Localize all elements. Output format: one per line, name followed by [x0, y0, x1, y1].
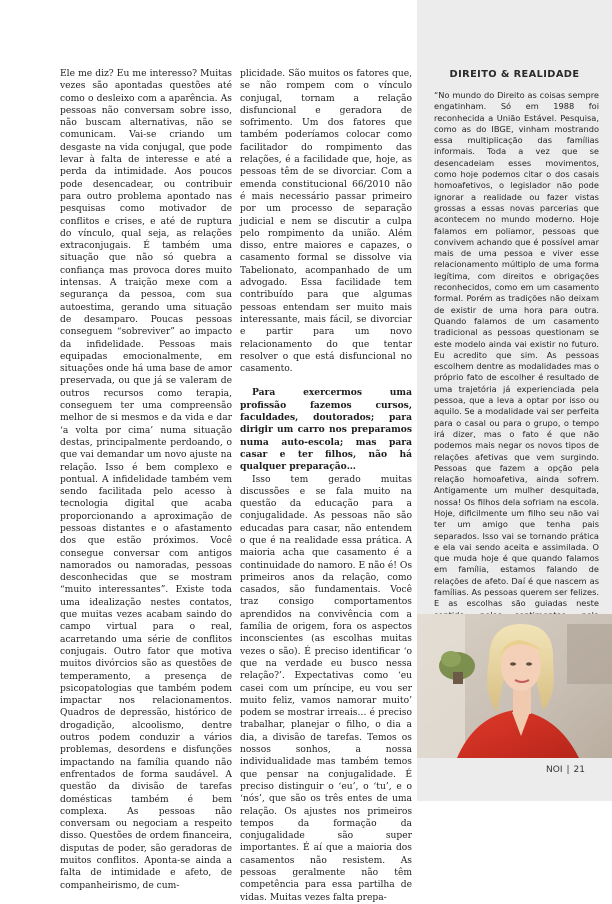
page-number: 21 — [573, 765, 585, 775]
left-column-paragraph: Ele me diz? Eu me interesso? Muitas vezes são apontadas questões até como o desleixo com a aparência. As pessoas não conversam sobre isso, não buscam alternativas, não se comunicam. Vai-se criando um desgaste na vida conjugal, que pode levar à falta de interesse e até a perda da intimidade. Aos poucos pode desencadear, ou contribuir para outro problema apontado nas pesquisas como motivador de conflitos e crises, e até de ruptura do vínculo, qual seja, as relações extraconjugais. É também uma situação que não só quebra a confiança mas provoca dores muito intensas. A traição mexe com a segurança da pessoa, com sua autoestima, gerando uma situação de desamparo. Poucas pessoas conseguem “sobreviver” ao impacto da infidelidade. Pessoas mais equipadas emocionalmente, em situações onde há uma base de amor preservada, ou que já se valeram de outros recursos como terapia, conseguem ter uma compreensão melhor de si mesmos e da vida e dar ‘a volta por cima’ numa situação destas, principalmente perdoando, o que vai demandar um novo ajuste na relação. Isso é bem complexo e pontual. A infidelidade também vem sendo facilitada pelo acesso à tecnologia digital que acaba proporcionando a aproximação de pessoas distantes e o afastamento dos que estão próximos. Você consegue conversar com antigos namorados ou namoradas, pessoas desconhecidas que se mostram “muito interessantes”. Existe toda uma idealização nestes contatos, que muitas vezes acabam saindo do campo virtual para o real, acarretando uma série de conflitos conjugais. Outro fator que motiva muitos divórcios são as questões de temperamento, a presença de psicopatologias que também podem impactar nos relacionamentos. Quadros de depressão, histórico de drogadição, alcoolismo, dentre outros podem conduzir a vários problemas, desordens e disfunções impactando na família quando não enfrentados de forma saudável. A questão da divisão de tarefas domésticas também é bem complexa. As pessoas não conversam ou negociam a respeito disso. Questões de ordem financeira, disputas de poder, são geradoras de muitos conflitos. Aponta-se ainda a falta de intimidade e afeto, de companheirismo, de cum- — [60, 69, 232, 891]
sidebar-heading: DIREITO & REALIDADE — [449, 69, 580, 80]
interview-question: Para exercermos uma profissão fazemos cursos, faculdades, doutorados; para dirigir um carro nos preparamos numa auto-escola; mas para casar e ter filhos, não há qualquer preparação… — [240, 387, 412, 473]
portrait-illustration — [417, 614, 612, 758]
page-footer — [546, 765, 585, 775]
middle-column — [240, 68, 412, 904]
left-column — [60, 68, 232, 892]
sidebar-quote: “No mundo do Direito as coisas sempre engatinham. Só em 1988 foi reconhecida a União Estável. Pesquisa, como as do IBGE, vinham mostrando essa multiplicação das famílias informais. Toda a vez que se desencadeiam esses movimentos, como hoje podemos citar o dos casais homoafetivos, o legislador não pode ignorar a realidade ou fazer vistas grossas a essas novas parcerias que acontecem no mundo moderno. Hoje falamos em poliamor, pessoas que convivem achando que é possível amar mais de uma pessoa e viver esse relacionamento múltiplo de uma forma legítima, com direitos e obrigações reconhecidos, como em um casamento formal. Porém as tradições não deixam de existir de uma hora para outra. Quando falamos de um casamento tradicional as pessoas questionam se este modelo ainda vai existir no futuro. Eu acredito que sim. As pessoas escolhem dentre as modalidades mas o próprio fato de escolher é resultado de uma trajetória já experienciada pela pessoa, que a leva a optar por isso ou aquilo. Se a modalidade vai ser perfeita para o casal ou para o grupo, o tempo irá dizer, mas o fato é que não podemos mais negar os novos tipos de relações afetivas que vem surgindo. Pessoas que fazem a opção pela relação homoafetiva, ainda sofrem. Antigamente um mulher desquitada, nossa! Os filhos dela sofriam na escola. Hoje, dificilmente um filho seu não vai ter um amigo que tenha pais separados. Isso vai se tornando prática e ela vai sendo aceita e assimilada. O que muda hoje é que quando falamos em família, estamos falando de relações de afeto. Daí é que nascem as famílias. As pessoas querem ser felizes. E as escolhas são guiadas neste — [434, 90, 599, 609]
magazine-name: NOI — [546, 765, 563, 775]
portrait-photo — [417, 614, 612, 758]
middle-column-paragraph-2: Isso tem gerado muitas discussões e se fala muito na questão da educação para a conjugalidade. As pessoas não são educadas para casar, não entendem o que é na realidade essa prática. A maioria acha que casamento é a continuidade do namoro. E não é! Os primeiros anos da relação, como casados, são fundamentais. Você traz consigo comportamentos aprendidos na convivência com a família de origem, fora os aspectos inconscientes (as escolhas muitas vezes o são). É preciso identificar ‘o que na verdade eu busco nessa relação?’. Expectativas como ‘eu casei com um príncipe, eu vou ser muito feliz, vamos namorar muito’ podem se mostrar irreais… é preciso trabalhar, planejar o filho, o dia a dia, a divisão de tarefas. Temos os nossos sonhos, a nossa individualidade mas também temos que pensar na conjugalidade. É preciso distinguir o ‘eu’, o ‘tu’, e o ‘nós’, que são os três entes de uma relação. Os ajustes nos primeiros tempos da formação da conjugalidade são super importantes. É aí que a maioria dos casamentos não resistem. As pessoas geralmente não têm competência para essa partilha de vidas. Muitas vezes falta prepa- — [240, 474, 412, 903]
middle-column-paragraph-1: plicidade. São muitos os fatores que, se não rompem com o vínculo conjugal, tornam a relação disfuncional e geradora de sofrimento. Um dos fatores que também poderíamos colocar como facilitador do rompimento das relações, é a facilidade que, hoje, as pessoas têm de se divorciar. Com a emenda constitucional 66/2010 não é mais necessário passar primeiro por um processo de separação judicial e nem se discutir a culpa pelo rompimento da união. Além disso, entre maiores e capazes, o casamento formal se dissolve via Tabelionato, acompanhado de um advogado. Essa facilidade tem contribuído para que algumas pessoas entendam ser muito mais interessante, mais fácil, se divorciar e partir para um novo relacionamento do que tentar resolver o que está disfuncional no casamento. — [240, 69, 412, 375]
footer-separator: | — [566, 765, 570, 775]
